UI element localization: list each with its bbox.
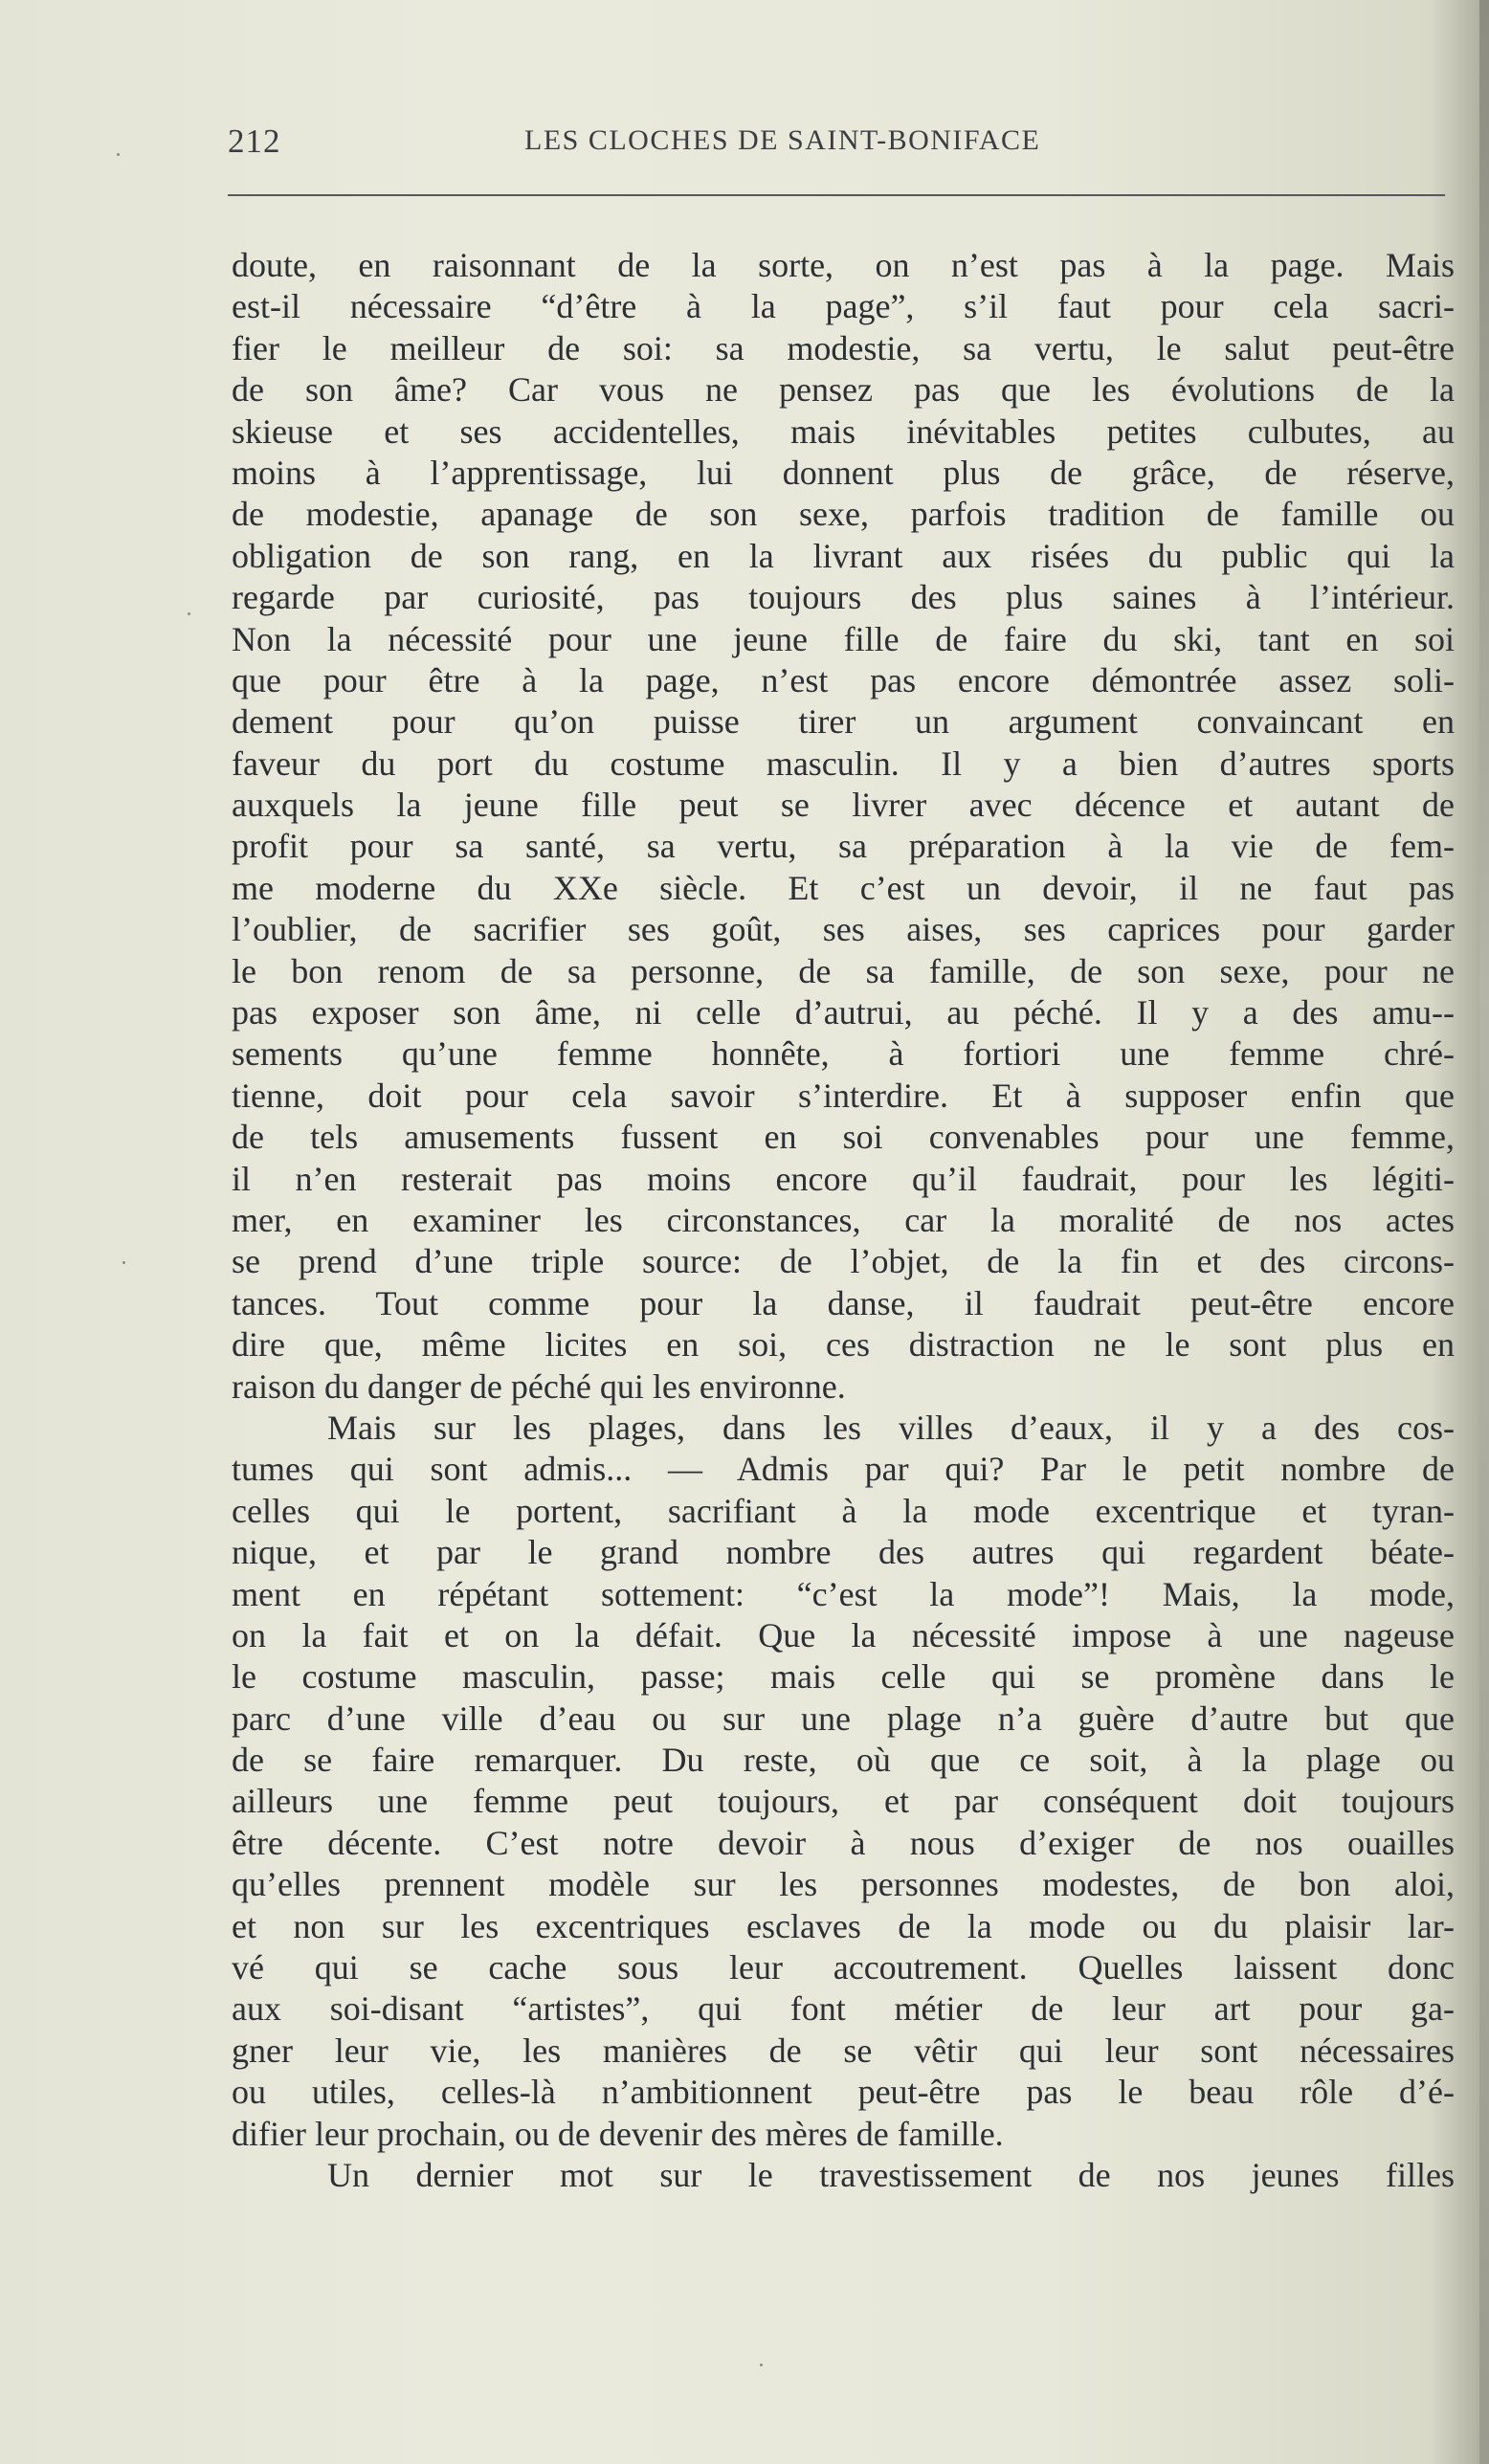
text-line: parc d’une ville d’eau ou sur une plage n’a guère d’autre but que [232,1698,1455,1738]
text-line: il n’en resterait pas moins encore qu’il faudrait, pour les légiti- [232,1159,1455,1198]
paper-speck [122,1261,125,1264]
text-line: vé qui se cache sous leur accoutrement. Quelles laissent donc [232,1948,1455,1987]
text-line: qu’elles prennent modèle sur les personnes modestes, de bon aloi, [232,1865,1455,1904]
page-edge-shadow [1479,0,1489,2464]
text-line: profit pour sa santé, sa vertu, sa préparation à la vie de fem- [232,827,1455,866]
paper-speck [117,153,120,156]
text-line: ment en répétant sottement: “c’est la mode”! Mais, la mode, [232,1574,1455,1613]
body-text [232,245,1455,2196]
running-title: LES CLOCHES DE SAINT-BONIFACE [524,124,1041,156]
text-line: dement pour qu’on puisse tirer un argument convaincant en [232,702,1455,742]
text-line: aux soi-disant “artistes”, qui font métier de leur art pour ga- [232,1989,1455,2029]
text-line: doute, en raisonnant de la sorte, on n’est pas à la page. Mais [232,246,1455,284]
paragraph-start-line: Un dernier mot sur le travestissement de nos jeunes filles [327,2155,1455,2194]
page-header [228,122,1445,161]
text-line: être décente. C’est notre devoir à nous d’exiger de nos ouailles [232,1823,1455,1862]
text-line: obligation de son rang, en la livrant aux risées du public qui la [232,536,1455,575]
text-line: on la fait et on la défait. Que la nécessité impose à une nageuse [232,1615,1455,1654]
text-line: le costume masculin, passe; mais celle qui se promène dans le [232,1657,1455,1697]
text-line: l’oublier, de sacrifier ses goût, ses aises, ses caprices pour garder [232,910,1455,949]
text-line: gner leur vie, les manières de se vêtir qui leur sont nécessaires [232,2031,1455,2070]
page-number: 212 [228,122,281,160]
text-line: tances. Tout comme pour la danse, il faudrait peut-être encore [232,1283,1455,1322]
text-line: que pour être à la page, n’est pas encore démontrée assez soli- [232,660,1455,699]
text-line: faveur du port du costume masculin. Il y a bien d’autres sports [232,744,1455,783]
text-line: auxquels la jeune fille peut se livrer avec décence et autant de [232,786,1455,825]
paper-speck [188,612,190,615]
text-line: me moderne du XXe siècle. Et c’est un devoir, il ne faut pas [232,868,1455,907]
text-line: de son âme? Car vous ne pensez pas que les évolutions de la [232,370,1455,410]
text-line: tumes qui sont admis... — Admis par qui? Par le petit nombre de [232,1450,1455,1489]
text-line: mer, en examiner les circonstances, car la moralité de nos actes [232,1200,1455,1239]
text-line: ou utiles, celles-là n’ambitionnent peut-être pas le beau rôle d’é- [232,2073,1455,2112]
text-line: pas exposer son âme, ni celle d’autrui, au péché. Il y a des amu-- [232,993,1455,1032]
text-line: nique, et par le grand nombre des autres qui regardent béate- [232,1533,1455,1572]
text-line: skieuse et ses accidentelles, mais inévitables petites culbutes, au [232,411,1455,451]
text-line: et non sur les excentriques esclaves de la mode ou du plaisir lar- [232,1906,1455,1945]
text-line: ailleurs une femme peut toujours, et par conséquent doit toujours [232,1782,1455,1821]
text-line: est-il nécessaire “d’être à la page”, s’il faut pour cela sacri- [232,287,1455,326]
text-line: se prend d’une triple source: de l’objet, de la fin et des circons- [232,1242,1455,1281]
text-line: tienne, doit pour cela savoir s’interdire. Et à supposer enfin que [232,1076,1455,1115]
text-line: de se faire remarquer. Du reste, où que ce soit, à la plage ou [232,1741,1455,1780]
header-rule [228,194,1445,196]
paragraph-end-line: raison du danger de péché qui les environne. [232,1366,846,1406]
text-line: celles qui le portent, sacrifiant à la mode excentrique et tyran- [232,1491,1455,1530]
text-line: de tels amusements fussent en soi convenables pour une femme, [232,1118,1455,1157]
text-line: regarde par curiosité, pas toujours des plus saines à l’intérieur. [232,578,1455,617]
text-line: sements qu’une femme honnête, à fortiori une femme chré- [232,1034,1455,1074]
paper-speck [760,2364,763,2366]
text-line: dire que, même licites en soi, ces distraction ne le sont plus en [232,1325,1455,1365]
text-line: Non la nécessité pour une jeune fille de faire du ski, tant en soi [232,619,1455,658]
paragraph-end-line: difier leur prochain, ou de devenir des mères de famille. [232,2114,1004,2153]
text-line: fier le meilleur de soi: sa modestie, sa vertu, le salut peut-être [232,328,1455,367]
text-line: moins à l’apprentissage, lui donnent plus de grâce, de réserve, [232,453,1455,492]
text-line: de modestie, apanage de son sexe, parfois tradition de famille ou [232,495,1455,534]
text-line: le bon renom de sa personne, de sa famille, de son sexe, pour ne [232,951,1455,990]
paragraph-start-line: Mais sur les plages, dans les villes d’eaux, il y a des cos- [327,1408,1455,1447]
